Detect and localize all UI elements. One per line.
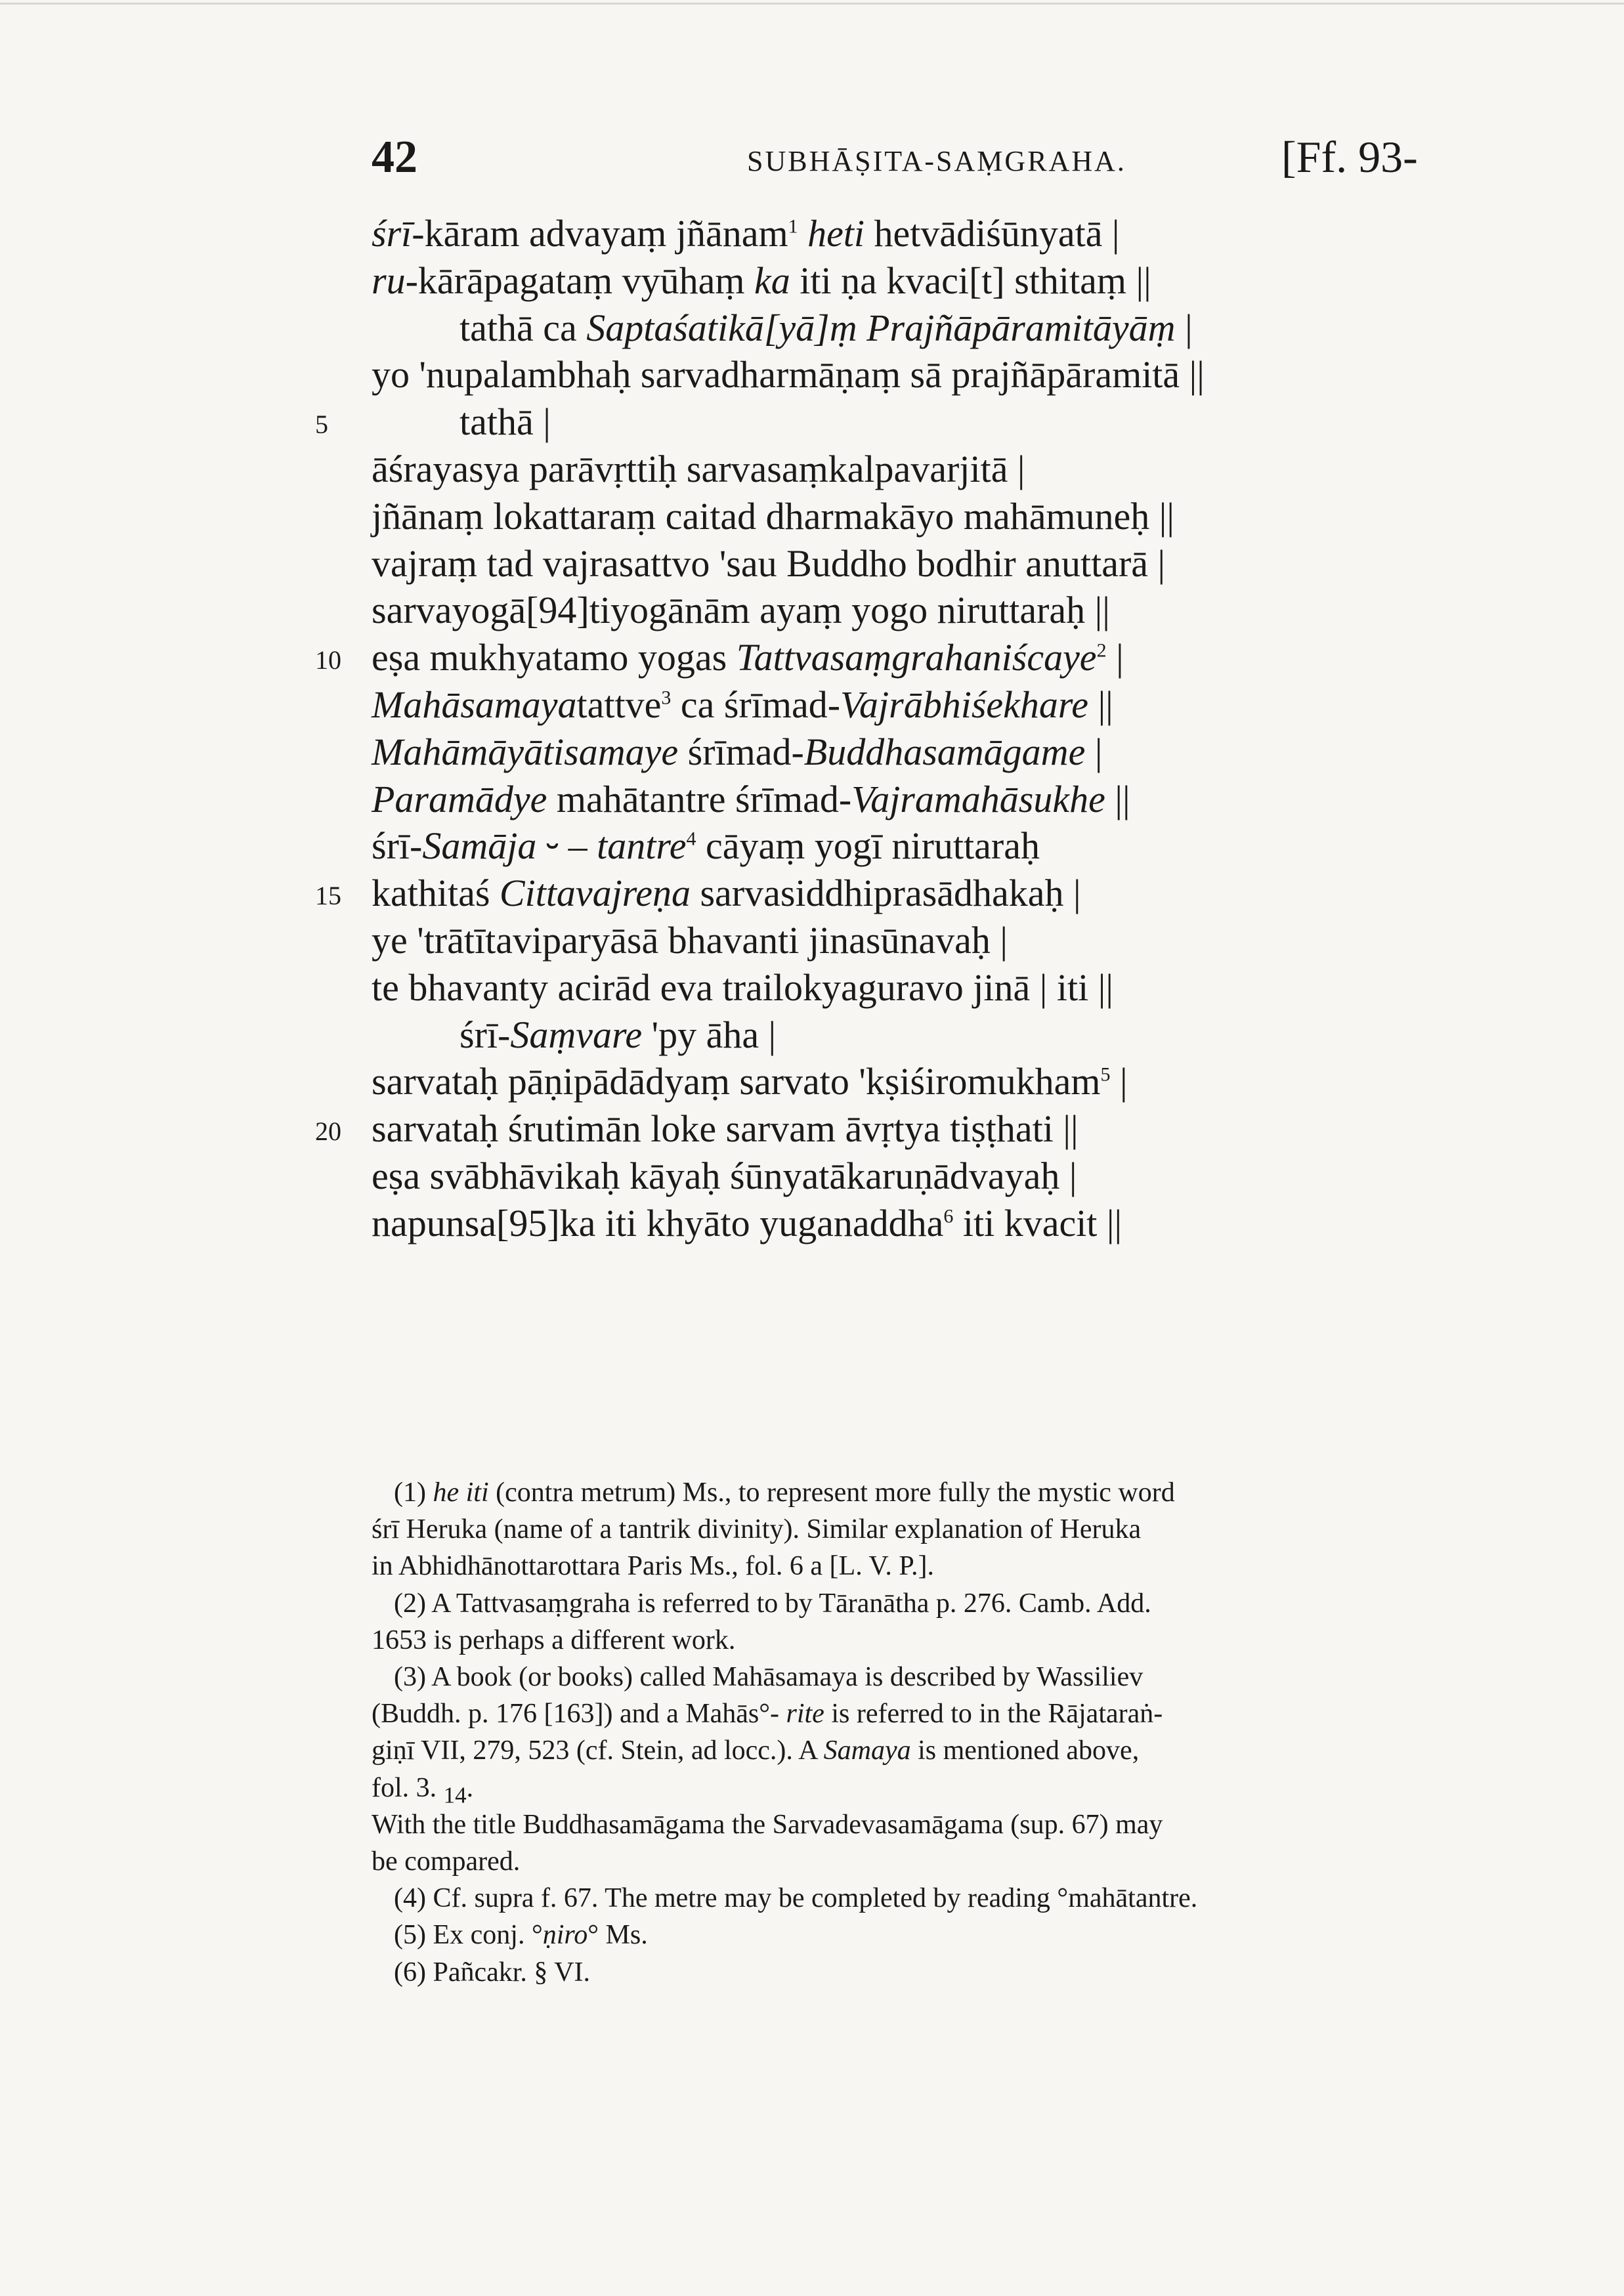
- footnote-line: [372, 1625, 1422, 1656]
- folio-reference: [Ff. 93-: [1281, 132, 1418, 182]
- footnote-line: [372, 1809, 1422, 1840]
- text-run: -kāram advayaṃ jñānam: [412, 212, 788, 255]
- line-number: 15: [315, 881, 341, 910]
- text-run: śrī-: [372, 824, 423, 867]
- text-run: ||: [1105, 778, 1130, 820]
- text-line: [372, 777, 1435, 821]
- text-run: napunsa[95]ka iti khyāto yuganaddha: [372, 1202, 944, 1244]
- footnote-marker: 4: [686, 828, 696, 850]
- text-run: vajraṃ tad vajrasattvo 'sau Buddho bodhir anuttarā |: [372, 542, 1166, 585]
- footnote-marker: 6: [943, 1205, 954, 1227]
- footnote-line: [394, 1588, 1444, 1619]
- text-line: [372, 635, 1435, 679]
- footnote-line: [394, 1661, 1444, 1693]
- text-run: -kārāpagataṃ vyūhaṃ: [405, 259, 755, 302]
- text-run: in Abhidhānottarottara Paris Ms., fol. 6 a [L. V. P.].: [372, 1551, 935, 1581]
- text-line: [372, 1154, 1435, 1198]
- text-run: (4) Cf. supra f. 67. The metre may be completed by reading °mahātantre.: [394, 1883, 1198, 1913]
- text-run: iti kvacit ||: [953, 1202, 1122, 1244]
- text-line: [459, 306, 1523, 350]
- footnote-line: [372, 1514, 1422, 1545]
- text-run: |: [1175, 307, 1193, 349]
- text-line: [372, 824, 1435, 868]
- italic-text: rite: [786, 1699, 824, 1729]
- footnote-line: [394, 1957, 1444, 1988]
- text-line: [372, 588, 1435, 632]
- text-run: giṇī VII, 279, 523 (cf. Stein, ad locc.). A: [372, 1735, 824, 1766]
- text-line: [372, 494, 1435, 538]
- italic-text: Vajramahāsukhe: [851, 778, 1105, 820]
- italic-text: heti: [807, 212, 865, 255]
- italic-text: śrī: [372, 212, 412, 255]
- italic-text: Tattvasaṃgrahaniścaye: [736, 636, 1097, 679]
- text-run: yo 'nupalambhaḥ sarvadharmāṇaṃ sā prajñāpāramitā ||: [372, 353, 1205, 396]
- text-run: cāyaṃ yogī niruttaraḥ: [696, 824, 1040, 867]
- page-number: 42: [372, 132, 417, 182]
- footnote-marker: 3: [661, 687, 672, 709]
- text-run: is mentioned above,: [910, 1735, 1140, 1766]
- text-run: |: [1110, 1060, 1128, 1103]
- text-line: [372, 1107, 1435, 1151]
- italic-text: Samaya: [823, 1735, 911, 1766]
- text-run: (2) A Tattvasaṃgraha is referred to by Tāranātha p. 276. Camb. Add.: [394, 1588, 1151, 1619]
- italic-text: Saptaśatikā[yā]ṃ Prajñāpāramitāyāṃ: [586, 307, 1176, 349]
- text-run: (Buddh. p. 176 [163]) and a Mahās°-: [372, 1699, 786, 1729]
- footnote-marker: 2: [1096, 639, 1107, 662]
- footnote-line: [372, 1698, 1422, 1730]
- text-run: 'py āha |: [642, 1013, 777, 1056]
- italic-text: ka: [754, 259, 790, 302]
- text-run: be compared.: [372, 1846, 521, 1877]
- text-run: |: [1106, 636, 1124, 679]
- text-line: [372, 211, 1435, 255]
- footnote-marker: 1: [788, 215, 798, 238]
- italic-text: Paramādye: [372, 778, 547, 820]
- page-header: [0, 131, 1624, 190]
- text-run: tattve: [576, 683, 662, 726]
- text-run: (5) Ex conj. °: [394, 1920, 543, 1950]
- text-run: mahātantre śrīmad-: [547, 778, 852, 820]
- text-run: āśrayasya parāvṛttiḥ sarvasaṃkalpavarjitā |: [372, 448, 1025, 490]
- footnote-line: [394, 1477, 1444, 1508]
- text-run: sarvataḥ śrutimān loke sarvam āvṛtya tiṣṭhati ||: [372, 1107, 1079, 1150]
- footnote-marker: 5: [1100, 1063, 1111, 1086]
- line-number: 5: [315, 410, 328, 439]
- text-run: śrīmad-: [678, 731, 804, 773]
- text-run: 14: [443, 1782, 467, 1808]
- text-run: (3) A book (or books) called Mahāsamaya is described by Wassiliev: [394, 1662, 1143, 1692]
- italic-text: Cittavajreṇa: [499, 872, 691, 914]
- text-run: (contra metrum) Ms., to represent more fully the mystic word: [488, 1478, 1175, 1508]
- italic-text: Buddhasamāgame: [803, 731, 1086, 773]
- running-title: SUBHĀṢITA-SAṂGRAHA.: [747, 145, 1126, 177]
- text-run: 1653 is perhaps a different work.: [372, 1625, 736, 1655]
- text-run: (6) Pañcakr. § VI.: [394, 1957, 590, 1988]
- text-run: eṣa mukhyatamo yogas: [372, 636, 737, 679]
- text-run: kathitaś: [372, 872, 500, 914]
- top-edge-rule: [0, 3, 1624, 5]
- text-line: [372, 259, 1435, 303]
- line-number: 10: [315, 645, 341, 675]
- footnote-line: [372, 1846, 1422, 1877]
- footnote-line: [394, 1919, 1444, 1951]
- text-line: [372, 542, 1435, 585]
- italic-text: Mahāsamaya: [372, 683, 577, 726]
- text-run: ° Ms.: [588, 1920, 648, 1950]
- text-run: sarvayogā[94]tiyogānām ayaṃ yogo niruttaraḥ ||: [372, 589, 1110, 631]
- italic-text: Saṃvare: [510, 1013, 643, 1056]
- text-line: [372, 966, 1435, 1010]
- italic-text: Samāja: [422, 824, 537, 867]
- footnote-line: [372, 1550, 1422, 1582]
- text-run: tathā ca: [459, 307, 587, 349]
- text-run: eṣa svābhāvikaḥ kāyaḥ śūnyatākaruṇādvayaḥ |: [372, 1155, 1077, 1197]
- text-line: [372, 871, 1435, 915]
- italic-text: Mahāmāyātisamaye: [372, 731, 679, 773]
- text-line: [372, 447, 1435, 491]
- text-run: śrī Heruka (name of a tantrik divinity). Similar explanation of Heruka: [372, 1514, 1142, 1544]
- text-line: [372, 1201, 1435, 1245]
- text-line: [459, 400, 1523, 444]
- text-run: jñānaṃ lokattaraṃ caitad dharmakāyo mahāmuneḥ ||: [372, 495, 1175, 538]
- text-run: hetvādiśūnyatā |: [865, 212, 1120, 255]
- text-run: te bhavanty acirād eva trailokyaguravo jinā | iti ||: [372, 966, 1113, 1009]
- text-line: [372, 918, 1435, 962]
- text-run: tathā |: [459, 400, 551, 443]
- italic-text: he iti: [433, 1478, 489, 1508]
- text-run: .: [466, 1773, 474, 1803]
- text-run: ca śrīmad-: [671, 683, 841, 726]
- text-run: sarvataḥ pāṇipādādyaṃ sarvato 'kṣiśiromukham: [372, 1060, 1101, 1103]
- text-line: [372, 1059, 1435, 1103]
- line-number: 20: [315, 1116, 341, 1146]
- text-run: is referred to in the Rājataraṅ-: [824, 1699, 1163, 1729]
- footnote-line: [372, 1772, 1422, 1808]
- text-run: [798, 212, 808, 255]
- text-run: |: [1085, 731, 1103, 773]
- text-run: iti ṇa kvaci[t] sthitaṃ ||: [790, 259, 1151, 302]
- text-run: ⏑ –: [536, 824, 597, 867]
- footnote-line: [372, 1735, 1422, 1766]
- italic-text: ru: [372, 259, 406, 302]
- text-run: fol. 3.: [372, 1773, 444, 1803]
- italic-text: Vajrābhiśekhare: [840, 683, 1089, 726]
- italic-text: ṇiro: [542, 1920, 588, 1950]
- text-line: [459, 1013, 1523, 1057]
- footnote-line: [394, 1882, 1444, 1914]
- text-line: [372, 683, 1435, 727]
- italic-text: tantre: [597, 824, 687, 867]
- text-run: ||: [1088, 683, 1113, 726]
- text-run: ye 'trātītaviparyāsā bhavanti jinasūnavaḥ |: [372, 919, 1008, 962]
- text-run: With the title Buddhasamāgama the Sarvadevasamāgama (sup. 67) may: [372, 1810, 1163, 1840]
- text-run: śrī-: [459, 1013, 511, 1056]
- text-run: sarvasiddhiprasādhakaḥ |: [690, 872, 1081, 914]
- text-run: (1): [394, 1478, 433, 1508]
- text-line: [372, 352, 1435, 396]
- text-line: [372, 730, 1435, 774]
